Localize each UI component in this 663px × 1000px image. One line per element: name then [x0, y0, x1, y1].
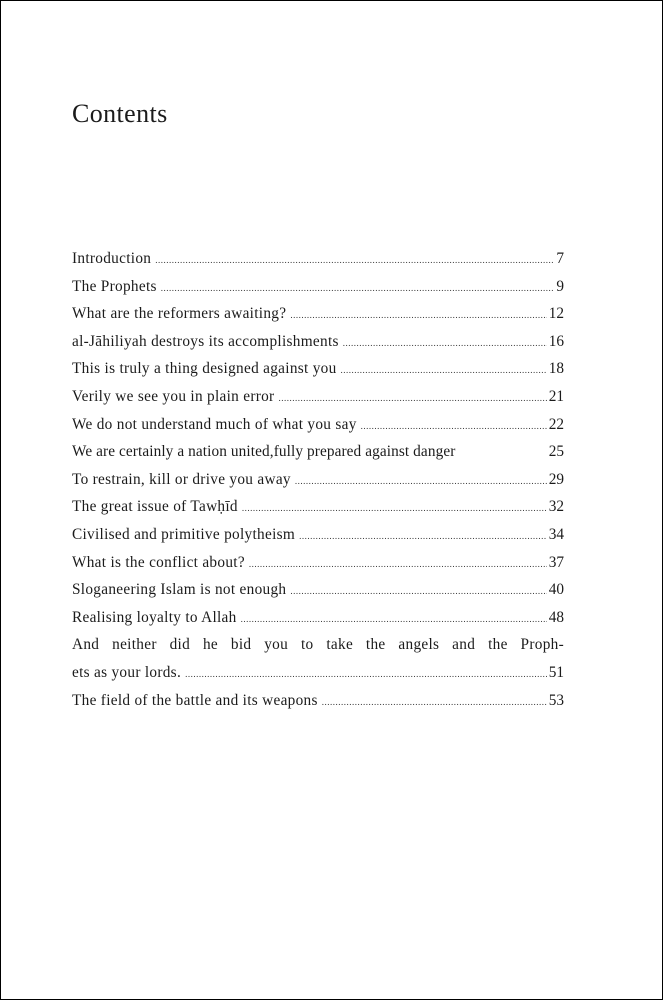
- dot-leader: [241, 606, 547, 634]
- toc-entry-page: 53: [548, 691, 564, 709]
- toc-entry-introduction[interactable]: [72, 245, 564, 273]
- toc-entry-page: 25: [548, 443, 564, 461]
- dot-leader: [185, 661, 547, 689]
- toc-entry-title: Introduction: [72, 250, 152, 267]
- dot-leader: [155, 247, 554, 275]
- toc-entry-loyalty[interactable]: [72, 604, 564, 632]
- toc-entry-title: Sloganeering Islam is not enough: [72, 581, 287, 599]
- table-of-contents: [72, 245, 564, 714]
- toc-entry-title: Civilised and primitive polytheism: [72, 525, 296, 543]
- toc-entry-title: What is the conflict about?: [72, 553, 245, 571]
- toc-entry-battle-weapons[interactable]: [72, 687, 564, 715]
- dot-leader: [343, 330, 547, 358]
- toc-entry-page: 9: [556, 277, 564, 295]
- dot-leader: [295, 468, 547, 496]
- toc-entry-thing-designed[interactable]: [72, 355, 564, 383]
- toc-entry-reformers-awaiting[interactable]: [72, 300, 564, 328]
- toc-entry-title: The field of the battle and its weapons: [72, 691, 318, 709]
- toc-entry-title: Verily we see you in plain error: [72, 387, 275, 405]
- toc-entry-page: 29: [548, 470, 564, 488]
- dot-leader: [299, 523, 547, 551]
- toc-entry-page: 48: [548, 608, 564, 626]
- dot-leader: [249, 551, 547, 579]
- toc-entry-page: 37: [548, 553, 564, 571]
- toc-entry-restrain-kill[interactable]: [72, 466, 564, 494]
- dot-leader: [361, 413, 547, 441]
- toc-entry-title: We do not understand much of what you say: [72, 415, 357, 433]
- toc-entry-page: 40: [548, 581, 564, 599]
- toc-entry-title-line1: And neither did he bid you to take the angels and the Proph-: [72, 636, 564, 654]
- toc-entry-polytheism[interactable]: [72, 521, 564, 549]
- toc-entry-page: 16: [548, 332, 564, 350]
- toc-entry-title: This is truly a thing designed against you: [72, 360, 337, 378]
- toc-entry-nation-united[interactable]: [72, 438, 564, 466]
- toc-entry-sloganeering[interactable]: [72, 576, 564, 604]
- toc-entry-jahiliyah-destroys[interactable]: [72, 328, 564, 356]
- dot-leader: [242, 495, 547, 523]
- page-title: Contents: [72, 99, 168, 128]
- toc-entry-page: 51: [548, 663, 564, 681]
- toc-entry-not-understand[interactable]: [72, 411, 564, 439]
- toc-entry-title: The Prophets: [72, 277, 157, 295]
- dot-leader: [161, 275, 555, 303]
- dot-leader: [341, 357, 547, 385]
- toc-entry-angels-prophets[interactable]: [72, 631, 564, 686]
- toc-entry-page: 12: [548, 305, 564, 323]
- toc-entry-title: What are the reformers awaiting?: [72, 305, 287, 323]
- toc-entry-page: 32: [548, 498, 564, 516]
- toc-entry-title: We are certainly a nation united,fully prepared against danger: [72, 443, 456, 461]
- dot-leader: [322, 689, 547, 717]
- toc-entry-title: al-Jāhiliyah destroys its accomplishments: [72, 332, 339, 350]
- toc-entry-page: 34: [548, 525, 564, 543]
- toc-entry-page: 22: [548, 415, 564, 433]
- dot-leader: [290, 578, 546, 606]
- toc-entry-page: 18: [548, 360, 564, 378]
- toc-entry-page: 21: [548, 387, 564, 405]
- toc-entry-title: Realising loyalty to Allah: [72, 608, 237, 626]
- toc-entry-title: To restrain, kill or drive you away: [72, 470, 291, 488]
- toc-entry-conflict-about[interactable]: [72, 549, 564, 577]
- toc-entry-title: The great issue of Tawḥīd: [72, 498, 238, 516]
- toc-entry-the-prophets[interactable]: [72, 273, 564, 301]
- toc-entry-page: 7: [556, 250, 564, 267]
- toc-entry-plain-error[interactable]: [72, 383, 564, 411]
- toc-entry-title-line2: ets as your lords.: [72, 663, 182, 681]
- dot-leader: [290, 302, 546, 330]
- toc-entry-tawhid[interactable]: [72, 493, 564, 521]
- dot-leader: [278, 385, 546, 413]
